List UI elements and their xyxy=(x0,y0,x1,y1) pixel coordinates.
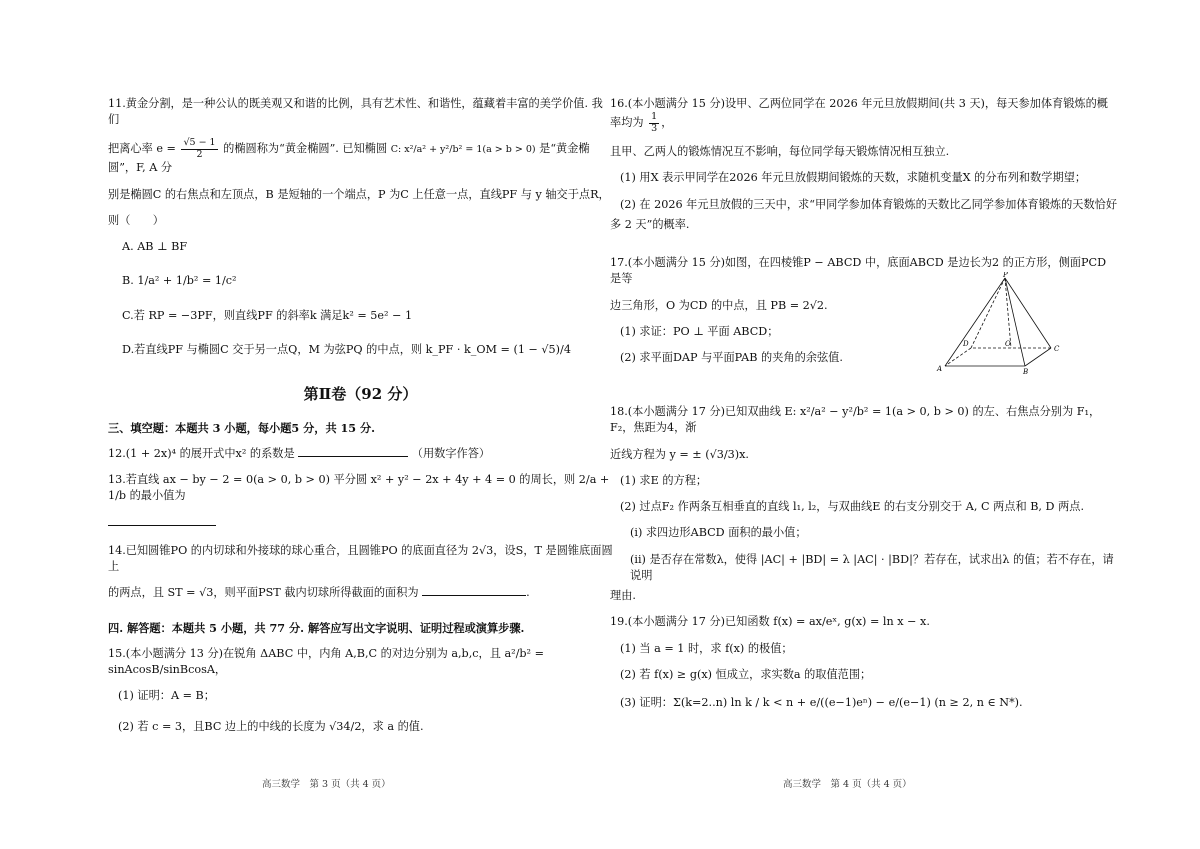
q17-part-1: (1) 求证：PO ⊥ 平面 ABCD； xyxy=(620,324,779,338)
edge-pb xyxy=(1005,278,1025,366)
q16-part-2-a: (2) 在 2026 年元旦放假的三天中，求“甲同学参加体育锻炼的天数比乙同学参加体育锻炼的天数恰好 xyxy=(620,197,1118,211)
edge-da xyxy=(945,348,971,366)
q17-line-2: 边三角形，O 为CD 的中点，且 PB = 2√2. xyxy=(610,298,828,312)
q13-answer-blank[interactable] xyxy=(108,515,216,526)
q14-line-2: 的两点，且 ST = √3，则平面PST 截内切球所得截面的面积为 . xyxy=(108,586,530,600)
q18-part-2-i: (i) 求四边形ABCD 面积的最小值； xyxy=(630,526,807,540)
q16-probability-fraction xyxy=(649,112,659,134)
q12-note: （用数字作答） xyxy=(411,446,491,460)
q19-part-2: (2) 若 f(x) ≥ g(x) 恒成立，求实数a 的取值范围； xyxy=(620,667,872,681)
edge-bc xyxy=(1025,348,1051,366)
q11-line-1: 11.黄金分割，是一种公认的既美观又和谐的比例，具有艺术性、和谐性，蕴藏着丰富的美学价值. 我们 xyxy=(108,97,603,127)
q15-stem: 15.(本小题满分 13 分)在锐角 ΔABC 中，内角 A,B,C 的对边分别为 a,b,c，且 a²/b² = sinAcosB/sinBcosA， xyxy=(108,646,544,677)
q16-part-2-b: 多 2 天”的概率. xyxy=(610,217,690,231)
label-b: B xyxy=(1023,368,1029,376)
q11-e: e = xyxy=(156,142,176,156)
q17-part-2: (2) 求平面DAP 与平面PAB 的夹角的余弦值. xyxy=(620,350,843,364)
q11-line-4: 则（ ） xyxy=(108,213,164,227)
section-2-title: 第Ⅱ卷（92 分） xyxy=(303,384,418,403)
q11-line-2 xyxy=(108,138,613,176)
q13: 13.若直线 ax − by − 2 = 0(a > 0, b > 0) 平分圆 x² + y² − 2x + 4y + 4 = 0 的周长，则 2/a + 1/b 的最小值为 xyxy=(108,473,610,503)
page-3-footer: 高三数学 第 3 页（共 4 页） xyxy=(262,779,391,790)
answer-section-header: 四. 解答题：本题共 5 小题，共 77 分. 解答应写出文字说明、证明过程或演算步骤. xyxy=(108,620,525,635)
q16-text-a: 16.(本小题满分 15 分)设甲、乙两位同学在 2026 年元旦放假期间(共 3 天)，每天参加体育锻炼的概率均为 xyxy=(610,97,1108,130)
q18-line-1: 18.(本小题满分 17 分)已知双曲线 E: x²/a² − y²/b² = 1(a > 0, b > 0) 的左、右焦点分别为 F₁，F₂，焦距为4，渐 xyxy=(610,405,1101,435)
q14-answer-blank[interactable] xyxy=(422,585,526,596)
q11-text-a: 把离心率 xyxy=(108,142,153,156)
q17-line-1: 17.(本小题满分 15 分)如图，在四棱锥P − ABCD 中，底面ABCD 是边长为2 的正方形，侧面PCD 是等 xyxy=(610,256,1107,286)
label-c: C xyxy=(1054,345,1060,353)
q11-text-b: 的椭圆称为“黄金椭圆”. 已知椭圆 xyxy=(223,142,388,156)
label-p: P xyxy=(1003,272,1008,279)
q16-frac-den: 3 xyxy=(651,122,658,134)
q11-option-b: B. 1/a² + 1/b² = 1/c² xyxy=(122,274,237,288)
label-o: O xyxy=(1005,340,1011,348)
q19-part-1: (1) 当 a = 1 时，求 f(x) 的极值； xyxy=(620,641,793,655)
q11-line-3: 别是椭圆C 的右焦点和左顶点，B 是短轴的一个端点，P 为C 上任意一点，直线PF 与 y 轴交于点R， xyxy=(108,187,610,201)
q18-line-2: 近线方程为 y = ± (√3/3)x. xyxy=(610,447,749,461)
q11-option-a: A. AB ⊥ BF xyxy=(122,240,188,254)
page-3-column xyxy=(108,96,613,745)
q18-part-2-ii-a: (ii) 是否存在常数λ，使得 |AC| + |BD| = λ |AC| · |BD|？若存在，试求出λ 的值；若不存在，请说明 xyxy=(630,552,1114,582)
q11-text-c: 是“黄金椭圆”，F, A 分 xyxy=(108,142,590,175)
fill-in-header: 三、填空题：本题共 3 小题，每小题5 分，共 15 分. xyxy=(108,420,376,435)
q16-part-1: (1) 用X 表示甲同学在2026 年元旦放假期间锻炼的天数，求随机变量X 的分布列和数学期望； xyxy=(620,171,1087,185)
q12 xyxy=(108,446,613,462)
q13-blank-line xyxy=(108,515,613,531)
q16-line-1: 16.(本小题满分 15 分)设甲、乙两位同学在 2026 年元旦放假期间(共 3 天)，每天参加体育锻炼的概率均为 $\frac{1}{3}$ ， xyxy=(610,97,1108,134)
page-4-footer: 高三数学 第 4 页（共 4 页） xyxy=(783,779,912,790)
q11-frac-den: 2 xyxy=(196,148,203,160)
q16-line-2: 且甲、乙两人的锻炼情况互不影响，每位同学每天锻炼情况相互独立. xyxy=(610,145,950,159)
q18-part-2-ii-b: 理由. xyxy=(610,589,636,603)
edge-pa xyxy=(945,278,1005,366)
q11-option-d: D.若直线PF 与椭圆C 交于另一点Q，M 为弦PQ 的中点，则 k_PF · k_OM = (1 − √5)/4 xyxy=(122,342,571,356)
q16-frac-num: 1 xyxy=(651,111,658,123)
label-d: D xyxy=(963,340,969,348)
q15-part-2: (2) 若 c = 3，且BC 边上的中线的长度为 √34/2，求 a 的值. xyxy=(118,719,424,733)
q15-part-1: (1) 证明：A = B； xyxy=(118,689,215,703)
q11-eccentricity-fraction xyxy=(181,138,217,160)
q12-text: 12.(1 + 2x)⁴ 的展开式中x² 的系数是 xyxy=(108,446,295,460)
label-a: A xyxy=(937,365,943,373)
q19-stem: 19.(本小题满分 17 分)已知函数 f(x) = ax/eˣ, g(x) = ln x − x. xyxy=(610,615,930,629)
edge-po xyxy=(1005,278,1011,348)
q14-line-1: 14.已知圆锥PO 的内切球和外接球的球心重合，且圆锥PO 的底面直径为 2√3，设S，T 是圆锥底面圆上 xyxy=(108,543,613,574)
edge-pc xyxy=(1005,278,1051,348)
q19-part-3: (3) 证明：Σ(k=2..n) ln k / k < n + e/((e−1)eⁿ) − e/(e−1) (n ≥ 2, n ∈ N*). xyxy=(620,696,1023,710)
page-4-column xyxy=(610,96,1118,721)
q18-part-1: (1) 求E 的方程； xyxy=(620,473,708,487)
q18-part-2: (2) 过点F₂ 作两条互相垂直的直线 l₁, l₂，与双曲线E 的右支分别交于 A, C 两点和 B, D 两点. xyxy=(620,500,1084,514)
q12-answer-blank[interactable] xyxy=(298,446,408,457)
pyramid-figure xyxy=(935,272,1065,376)
q14-text: 的两点，且 ST = √3，则平面PST 截内切球所得截面的面积为 xyxy=(108,586,419,600)
q11-ellipse-eq: C: x²/a² + y²/b² = 1(a > b > 0) xyxy=(390,144,536,156)
q11-frac-num: √5 − 1 xyxy=(183,137,216,149)
q11-option-c: C.若 RP = −3PF，则直线PF 的斜率k 满足k² = 5e² − 1 xyxy=(122,308,413,322)
edge-pd xyxy=(971,278,1005,348)
